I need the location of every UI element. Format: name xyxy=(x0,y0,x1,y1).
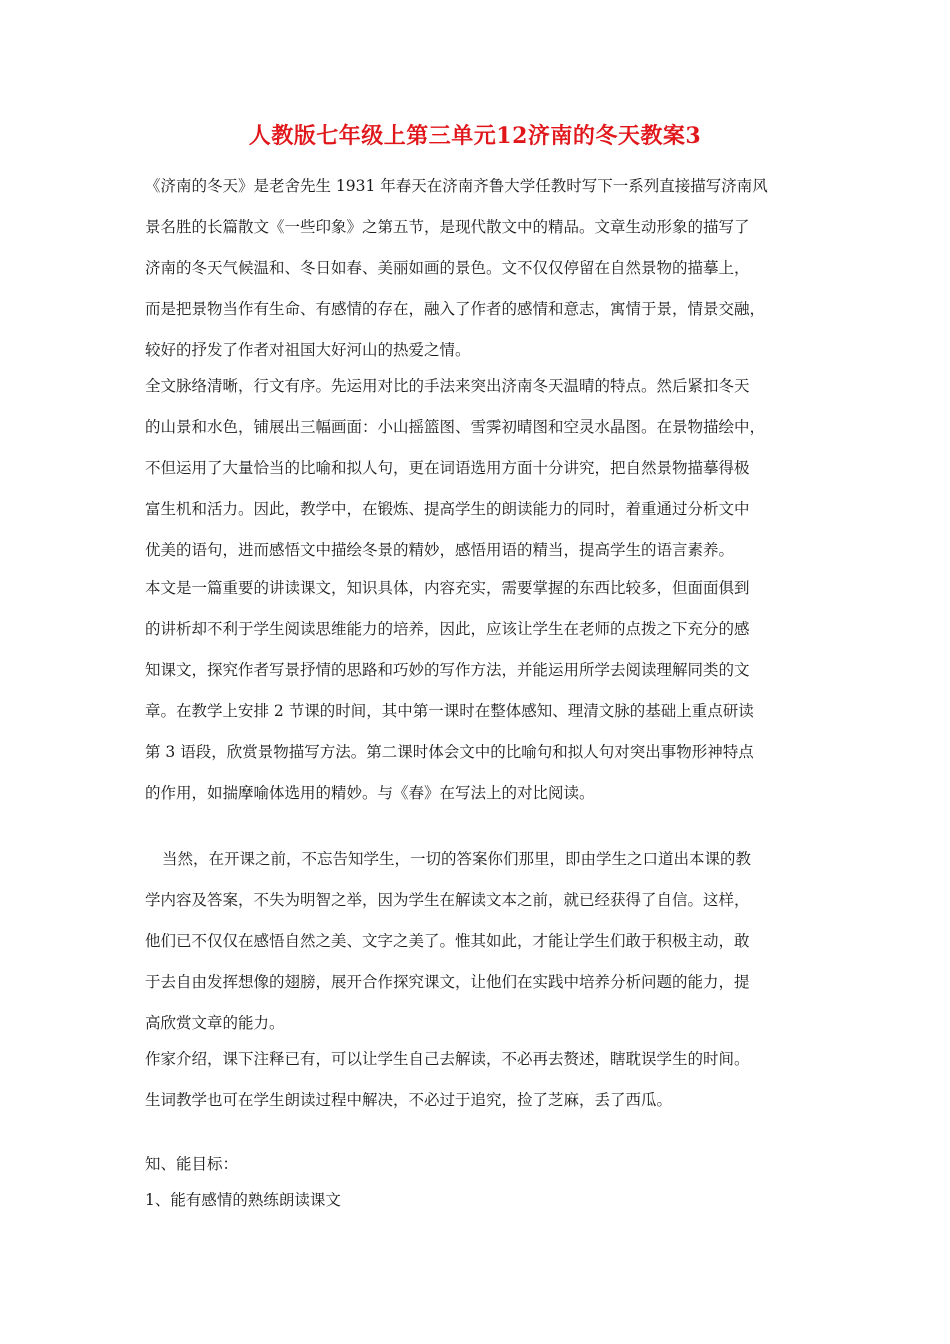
body-line: 的作用，如揣摩喻体选用的精妙。与《春》在写法上的对比阅读。 xyxy=(145,784,595,802)
body-line: 高欣赏文章的能力。 xyxy=(145,1014,285,1032)
document-title: 人教版七年级上第三单元12济南的冬天教案3 xyxy=(248,123,702,149)
body-line: 全文脉络清晰，行文有序。先运用对比的手法来突出济南冬天温晴的特点。然后紧扣冬天 xyxy=(145,377,750,395)
list-item: 1、能有感情的熟练朗读课文 xyxy=(145,1191,341,1209)
body-line: 较好的抒发了作者对祖国大好河山的热爱之情。 xyxy=(145,341,471,359)
body-line: 他们已不仅仅在感悟自然之美、文字之美了。惟其如此，才能让学生们敢于积极主动，敢 xyxy=(145,932,750,950)
body-line: 优美的语句，进而感悟文中描绘冬景的精妙，感悟用语的精当，提高学生的语言素养。 xyxy=(145,541,735,559)
body-line: 景名胜的长篇散文《一些印象》之第五节，是现代散文中的精品。文章生动形象的描写了 xyxy=(145,218,750,236)
body-line: 的讲析却不利于学生阅读思维能力的培养，因此，应该让学生在老师的点拨之下充分的感 xyxy=(145,620,750,638)
body-line: 知课文，探究作者写景抒情的思路和巧妙的写作方法，并能运用所学去阅读理解同类的文 xyxy=(145,661,750,679)
body-line: 当然，在开课之前，不忘告知学生，一切的答案你们那里，即由学生之口道出本课的教 xyxy=(162,850,752,868)
body-line: 作家介绍，课下注释已有，可以让学生自己去解读，不必再去赘述，瞎耽误学生的时间。 xyxy=(145,1050,750,1068)
body-line: 学内容及答案，不失为明智之举，因为学生在解读文本之前，就已经获得了自信。这样， xyxy=(145,891,750,909)
section-heading: 知、能目标： xyxy=(145,1155,239,1173)
body-line: 而是把景物当作有生命、有感情的存在，融入了作者的感情和意志，寓情于景，情景交融， xyxy=(145,300,766,318)
body-line: 生词教学也可在学生朗读过程中解决，不必过于追究，捡了芝麻，丢了西瓜。 xyxy=(145,1091,673,1109)
body-line: 不但运用了大量恰当的比喻和拟人句，更在词语选用方面十分讲究，把自然景物描摹得极 xyxy=(145,459,750,477)
body-line: 本文是一篇重要的讲读课文，知识具体，内容充实，需要掌握的东西比较多，但面面俱到 xyxy=(145,579,750,597)
body-line: 富生机和活力。因此，教学中，在锻炼、提高学生的朗读能力的同时，着重通过分析文中 xyxy=(145,500,750,518)
body-line: 《济南的冬天》是老舍先生 1931 年春天在济南齐鲁大学任教时写下一系列直接描写济南风 xyxy=(145,177,768,195)
body-line: 章。在教学上安排 2 节课的时间，其中第一课时在整体感知、理清文脉的基础上重点研读 xyxy=(145,702,754,720)
body-line: 第 3 语段，欣赏景物描写方法。第二课时体会文中的比喻句和拟人句对突出事物形神特点 xyxy=(145,743,754,761)
body-line: 济南的冬天气候温和、冬日如春、美丽如画的景色。文不仅仅停留在自然景物的描摹上， xyxy=(145,259,750,277)
body-line: 于去自由发挥想像的翅膀，展开合作探究课文，让他们在实践中培养分析问题的能力，提 xyxy=(145,973,750,991)
body-line: 的山景和水色，铺展出三幅画面：小山摇篮图、雪霁初晴图和空灵水晶图。在景物描绘中， xyxy=(145,418,766,436)
